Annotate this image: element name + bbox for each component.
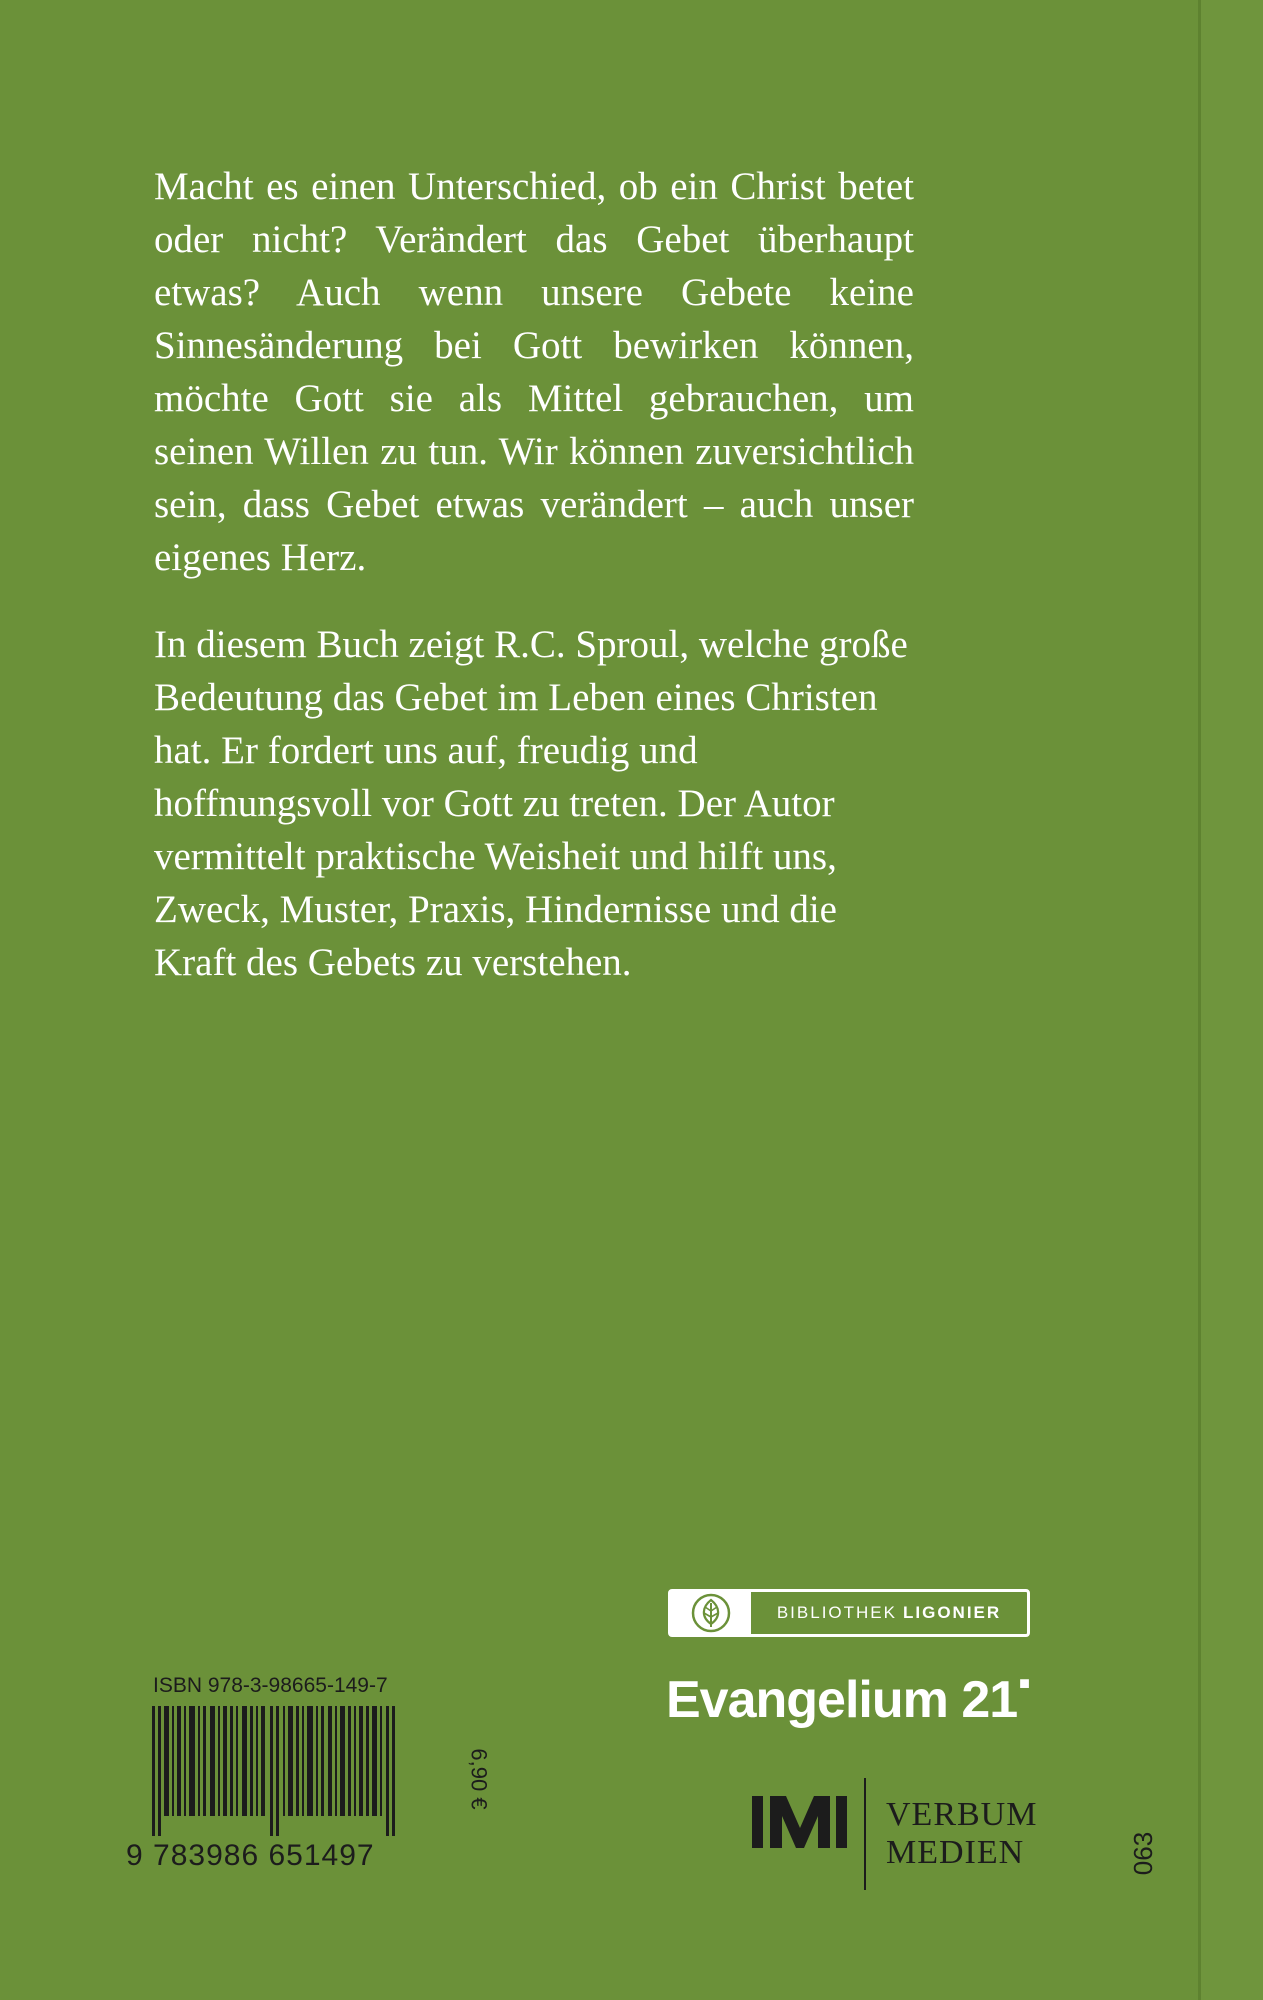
isbn-label: ISBN 978-3-98665-149-7 [153, 1674, 388, 1697]
bibliothek-ligonier-badge [668, 1589, 1030, 1637]
publisher-line-2: MEDIEN [886, 1834, 1025, 1871]
barcode-icon [150, 1706, 420, 1836]
series-label-bold: LIGONIER [902, 1603, 1002, 1622]
blurb-paragraph-2: In diesem Buch zeigt R.C. Sproul, welche große Bedeutung das Gebet im Leben eines Christen hat. Er fordert uns auf, freudig und hoffnungsvoll vor Gott zu treten. Der Autor vermittelt praktische Weisheit und hilft uns, Zweck, Muster, Praxis, Hindernisse und die Kraft des Gebets zu verstehen. [154, 623, 908, 984]
back-cover-blurb [154, 160, 914, 1023]
price-label: 6,90 € [466, 1748, 492, 1810]
leaf-icon [671, 1592, 751, 1634]
evangelium21-wordmark: Evangelium 21 [666, 1671, 1018, 1729]
series-label-regular: BIBLIOTHEK [776, 1603, 897, 1622]
publisher-line-1: VERBUM [886, 1796, 1038, 1833]
spine-edge [1201, 0, 1263, 2000]
blurb-paragraph-1: Macht es einen Unterschied, ob ein Christ betet oder nicht? Verändert das Gebet überhaupt etwas? Auch wenn unsere Gebete keine Sinnesänderung bei Gott bewirken können, möchte Gott sie als Mittel gebrauchen, um seinen Willen zu tun. Wir können zuversichtlich sein, dass Gebet etwas verändert – auch unser eigenes Herz. [154, 165, 914, 579]
series-label [751, 1592, 1027, 1634]
publisher-name [886, 1796, 1037, 1872]
series-number: 063 [1128, 1831, 1159, 1876]
evangelium21-logo [666, 1670, 1029, 1730]
publisher-divider [864, 1778, 866, 1890]
vm-monogram-icon [752, 1780, 848, 1857]
evangelium21-dot-icon: ■ [1019, 1673, 1030, 1693]
ean-number: 9 783986 651497 [126, 1839, 375, 1872]
